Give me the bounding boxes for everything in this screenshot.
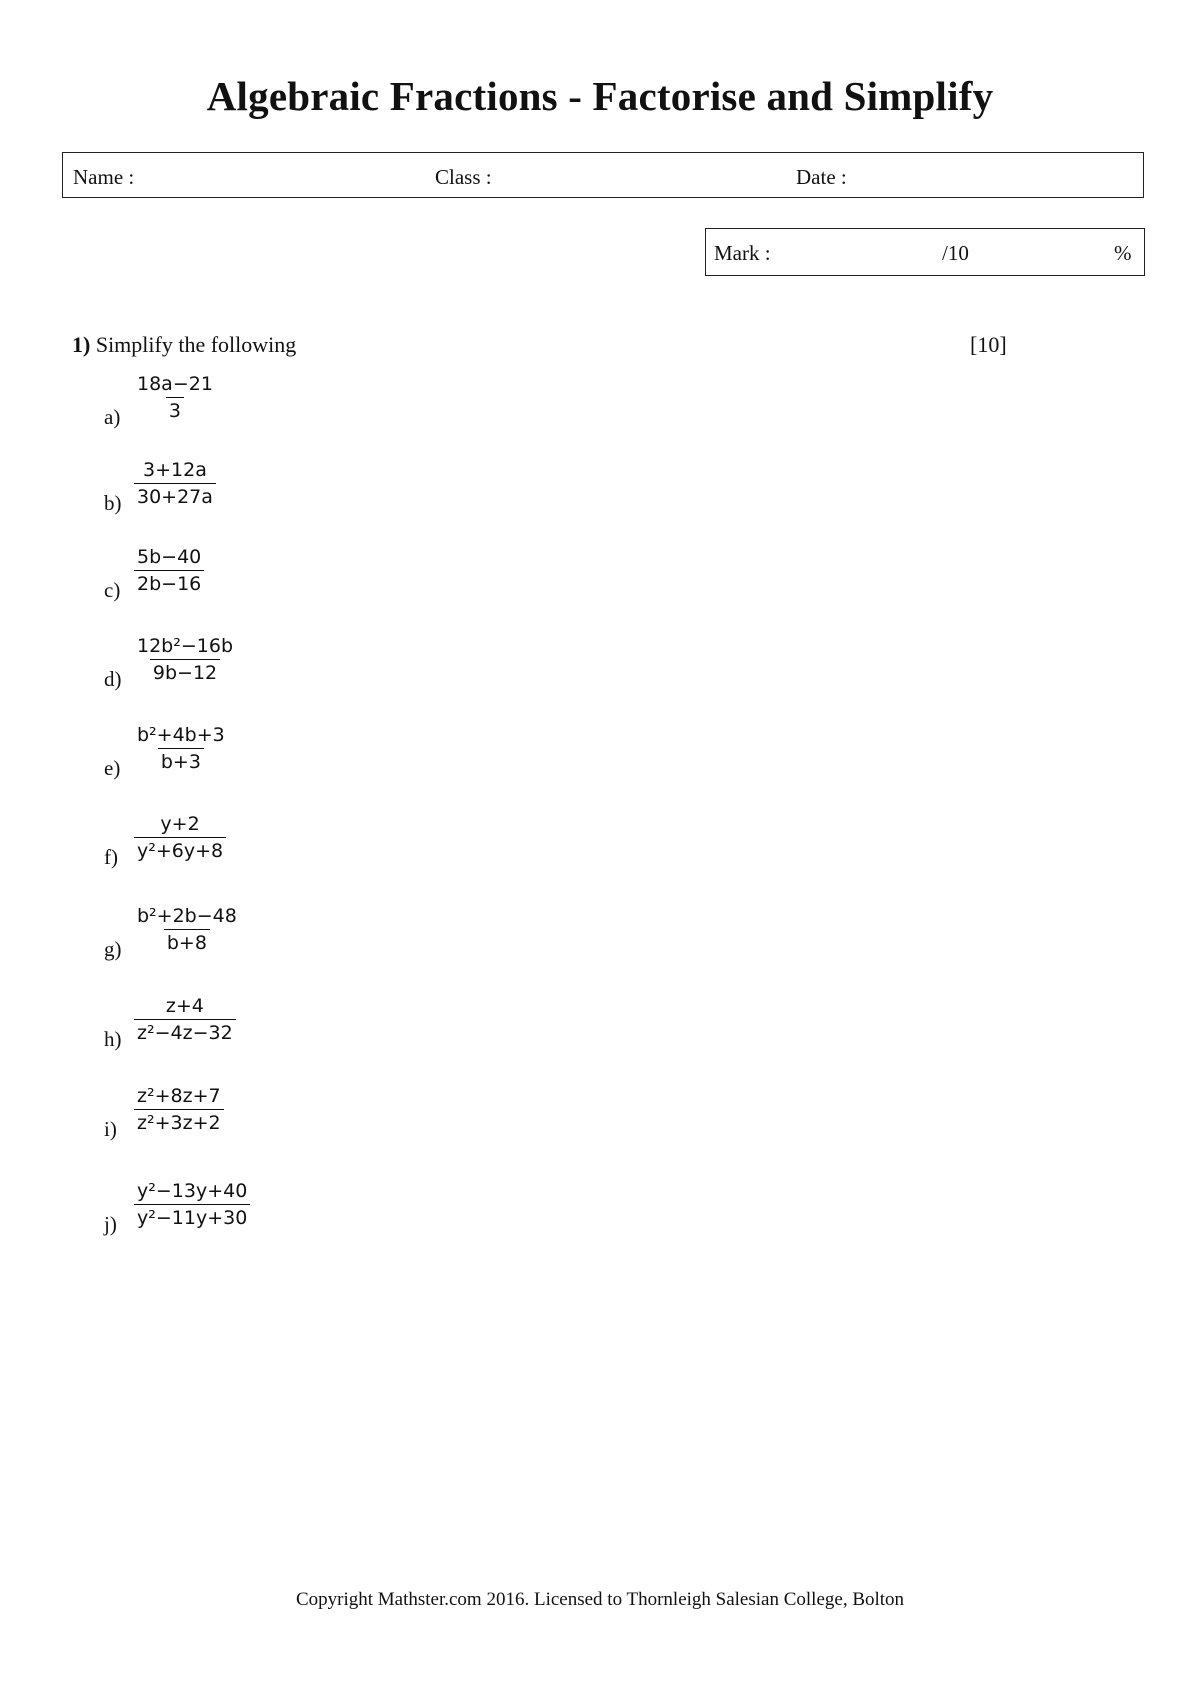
fraction bbox=[134, 815, 226, 861]
fraction bbox=[134, 637, 236, 683]
denominator: b+3 bbox=[158, 748, 204, 772]
item-label: a) bbox=[104, 405, 121, 429]
item-label: h) bbox=[104, 1027, 122, 1051]
item-label: d) bbox=[104, 667, 122, 691]
numerator: 3+12a bbox=[143, 459, 207, 481]
question-number: 1) bbox=[72, 332, 91, 357]
fraction bbox=[134, 726, 228, 772]
fraction bbox=[134, 548, 204, 594]
denominator: z²−4z−32 bbox=[134, 1019, 236, 1043]
item-label: f) bbox=[104, 845, 118, 869]
numerator: 5b−40 bbox=[137, 546, 202, 568]
class-label: Class : bbox=[435, 165, 492, 189]
denominator: y²+6y+8 bbox=[134, 837, 226, 861]
numerator: y²−13y+40 bbox=[137, 1180, 248, 1202]
item-label: g) bbox=[104, 937, 122, 961]
fraction bbox=[134, 375, 216, 421]
student-info-box bbox=[62, 152, 1144, 198]
date-label: Date : bbox=[796, 165, 847, 189]
item-label: j) bbox=[104, 1212, 117, 1236]
name-label: Name : bbox=[73, 165, 135, 189]
numerator: z+4 bbox=[165, 995, 204, 1017]
denominator: b+8 bbox=[164, 929, 210, 953]
mark-out-of: /10 bbox=[942, 241, 969, 265]
denominator: 30+27a bbox=[134, 483, 216, 507]
item-label: c) bbox=[104, 578, 121, 602]
question-heading bbox=[72, 332, 296, 358]
numerator: 12b²−16b bbox=[137, 635, 234, 657]
fraction bbox=[134, 461, 216, 507]
item-label: e) bbox=[104, 756, 121, 780]
numerator: b²+2b−48 bbox=[137, 905, 237, 927]
fraction bbox=[134, 1182, 250, 1228]
denominator: 3 bbox=[166, 397, 184, 421]
mark-box bbox=[705, 228, 1145, 276]
item-label: i) bbox=[104, 1117, 117, 1141]
fraction bbox=[134, 997, 236, 1043]
denominator: y²−11y+30 bbox=[134, 1204, 250, 1228]
denominator: z²+3z+2 bbox=[134, 1109, 224, 1133]
copyright-footer: Copyright Mathster.com 2016. Licensed to Thornleigh Salesian College, Bolton bbox=[295, 1589, 905, 1610]
numerator: b²+4b+3 bbox=[137, 724, 225, 746]
denominator: 2b−16 bbox=[134, 570, 204, 594]
fraction bbox=[134, 1087, 224, 1133]
question-marks: [10] bbox=[970, 332, 1007, 357]
numerator: 18a−21 bbox=[137, 373, 213, 395]
fraction bbox=[134, 907, 240, 953]
mark-percent: % bbox=[1114, 241, 1132, 265]
mark-label: Mark : bbox=[714, 241, 771, 265]
page-title: Algebraic Fractions - Factorise and Simplify bbox=[206, 73, 994, 119]
denominator: 9b−12 bbox=[150, 659, 220, 683]
numerator: z²+8z+7 bbox=[137, 1085, 221, 1107]
item-label: b) bbox=[104, 491, 122, 515]
question-text: Simplify the following bbox=[95, 332, 297, 357]
numerator: y+2 bbox=[160, 813, 200, 835]
